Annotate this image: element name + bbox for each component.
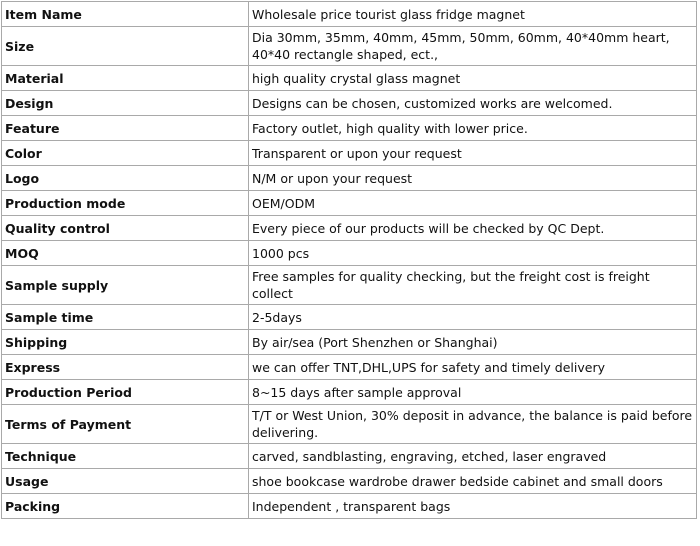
spec-value: we can offer TNT,DHL,UPS for safety and timely delivery: [249, 355, 697, 380]
spec-label: Express: [2, 355, 249, 380]
spec-value: 1000 pcs: [249, 241, 697, 266]
spec-label: Sample supply: [2, 266, 249, 305]
spec-label: Size: [2, 27, 249, 66]
spec-label: Quality control: [2, 216, 249, 241]
table-row: [2, 27, 697, 66]
table-row: [2, 2, 697, 27]
spec-label: Design: [2, 91, 249, 116]
spec-label: Sample time: [2, 305, 249, 330]
spec-value: high quality crystal glass magnet: [249, 66, 697, 91]
spec-value: shoe bookcase wardrobe drawer bedside cabinet and small doors: [249, 469, 697, 494]
table-row: [2, 494, 697, 519]
product-spec-table: [1, 1, 697, 519]
spec-label: Shipping: [2, 330, 249, 355]
spec-value: Factory outlet, high quality with lower price.: [249, 116, 697, 141]
spec-value: Free samples for quality checking, but the freight cost is freight collect: [249, 266, 697, 305]
spec-value: Independent , transparent bags: [249, 494, 697, 519]
spec-value: N/M or upon your request: [249, 166, 697, 191]
table-row: [2, 355, 697, 380]
table-row: [2, 469, 697, 494]
spec-label: Packing: [2, 494, 249, 519]
table-row: [2, 191, 697, 216]
table-row: [2, 116, 697, 141]
table-row: [2, 405, 697, 444]
spec-label: Usage: [2, 469, 249, 494]
spec-value: 8~15 days after sample approval: [249, 380, 697, 405]
table-row: [2, 266, 697, 305]
table-row: [2, 444, 697, 469]
spec-label: Production Period: [2, 380, 249, 405]
spec-label: Production mode: [2, 191, 249, 216]
table-row: [2, 91, 697, 116]
spec-label: Logo: [2, 166, 249, 191]
spec-value: carved, sandblasting, engraving, etched, laser engraved: [249, 444, 697, 469]
spec-value: 2-5days: [249, 305, 697, 330]
spec-value: Dia 30mm, 35mm, 40mm, 45mm, 50mm, 60mm, 40*40mm heart, 40*40 rectangle shaped, ect.,: [249, 27, 697, 66]
spec-label: Technique: [2, 444, 249, 469]
table-row: [2, 241, 697, 266]
spec-value: Every piece of our products will be checked by QC Dept.: [249, 216, 697, 241]
spec-value: Wholesale price tourist glass fridge magnet: [249, 2, 697, 27]
spec-value: Designs can be chosen, customized works are welcomed.: [249, 91, 697, 116]
table-row: [2, 305, 697, 330]
table-row: [2, 141, 697, 166]
spec-label: Feature: [2, 116, 249, 141]
table-row: [2, 330, 697, 355]
spec-label: Terms of Payment: [2, 405, 249, 444]
spec-label: Color: [2, 141, 249, 166]
spec-value: Transparent or upon your request: [249, 141, 697, 166]
table-row: [2, 380, 697, 405]
table-row: [2, 66, 697, 91]
spec-value: By air/sea (Port Shenzhen or Shanghai): [249, 330, 697, 355]
spec-label: Material: [2, 66, 249, 91]
spec-label: Item Name: [2, 2, 249, 27]
spec-value: OEM/ODM: [249, 191, 697, 216]
spec-value: T/T or West Union, 30% deposit in advance, the balance is paid before delivering.: [249, 405, 697, 444]
table-row: [2, 216, 697, 241]
spec-label: MOQ: [2, 241, 249, 266]
table-row: [2, 166, 697, 191]
